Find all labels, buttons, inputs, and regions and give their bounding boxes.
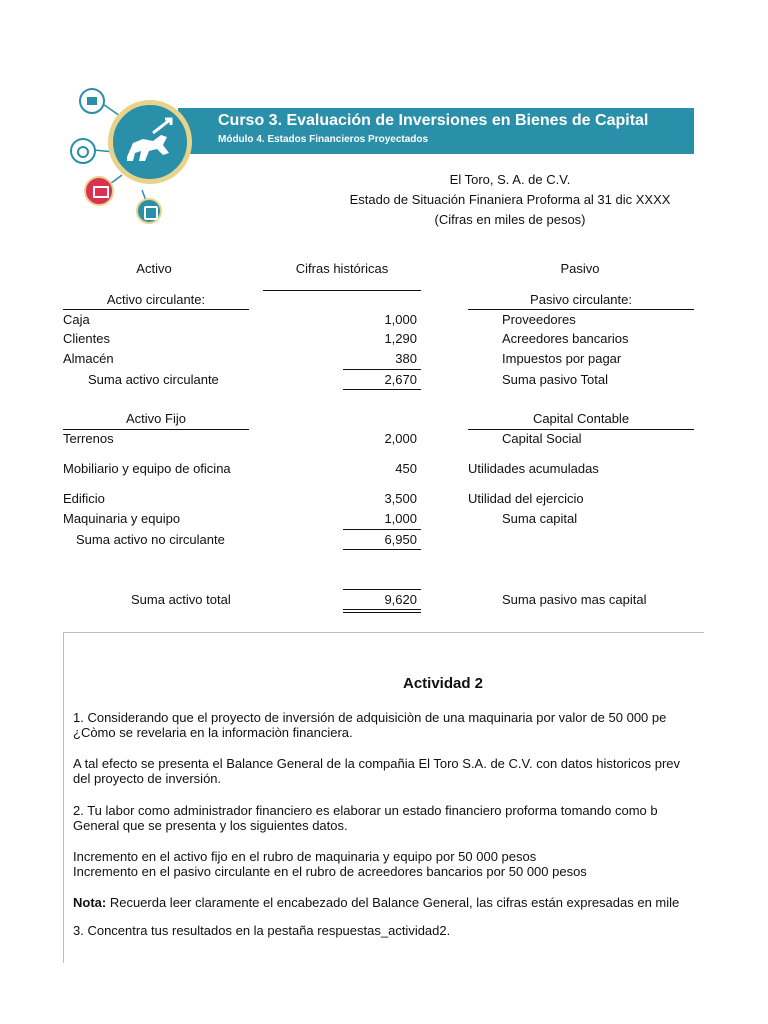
vehicle-icon [136,198,162,224]
subtotal-rule [343,549,421,550]
note-text: Recuerda leer claramente el encabezado del Balance General, las cifras están expresadas en mile [106,895,680,910]
course-title: Curso 3. Evaluación de Inversiones en Bienes de Capital [218,112,649,129]
double-rule-bottom [343,612,421,613]
activo-circulante-heading: Activo circulante: [106,292,206,307]
double-rule-top [343,609,421,610]
activo-circulante-rule [63,309,249,310]
subtotal-rule [343,529,421,530]
sheet-edge [694,690,768,950]
activity-paragraph: Incremento en el activo fijo en el rubro de maquinaria y equipo por 50 000 pesos [73,849,537,864]
module-subtitle: Módulo 4. Estados Financieros Proyectados [218,134,429,145]
row-value: 3,500 [384,491,417,506]
activity-note [73,895,679,910]
suma-activo-no-circulante-label: Suma activo no circulante [76,532,225,547]
activity-paragraph: A tal efecto se presenta el Balance General de la compañia El Toro S.A. de C.V. con datos historicos prev [73,756,681,771]
subtotal-rule [343,389,421,390]
note-label: Nota: [73,895,107,910]
company-name: El Toro, S. A. de C.V. [449,172,571,187]
row-value: 2,000 [384,431,417,446]
monitor-icon [84,176,114,206]
activo-fijo-heading: Activo Fijo [126,411,186,426]
document-icon [79,88,105,114]
row-label: Clientes [63,331,110,346]
suma-capital-label: Suma capital [502,511,578,526]
capital-contable-heading: Capital Contable [532,411,630,426]
suma-pasivo-mas-capital-label: Suma pasivo mas capital [502,592,647,607]
gears-icon [70,138,96,164]
suma-pasivo-total-label: Suma pasivo Total [502,372,608,387]
activity-paragraph: ¿Còmo se revelaria en la informaciòn financiera. [73,725,353,740]
activity-title: Actividad 2 [402,675,484,692]
row-label: Mobiliario y equipo de oficina [63,461,231,476]
row-label: Edificio [63,491,105,506]
activity-paragraph: 3. Concentra tus resultados en la pestaña respuestas_actividad2. [73,923,451,938]
pasivo-row: Proveedores [502,312,576,327]
bull-logo-icon [108,100,192,184]
pasivo-row: Acreedores bancarios [502,331,629,346]
subtotal-rule [343,369,421,370]
row-value: 380 [395,351,417,366]
row-label: Almacén [63,351,114,366]
capital-contable-rule [468,429,694,430]
suma-activo-total-label: Suma activo total [131,592,231,607]
activity-paragraph: 2. Tu labor como administrador financiero es elaborar un estado financiero proforma tomando como b [73,803,658,818]
statement-name: Estado de Situación Finaniera Proforma al 31 dic XXXX [349,192,671,207]
activo-fijo-rule [63,429,249,430]
activity-paragraph: 1. Considerando que el proyecto de inversión de adquisiciòn de una maquinaria por valor de 50 000 pe [73,710,667,725]
row-value: 1,000 [384,511,417,526]
suma-activo-circulante-label: Suma activo circulante [88,372,219,387]
pasivo-circulante-rule [468,309,694,310]
column-pasivo: Pasivo [560,261,600,276]
activity-paragraph: General que se presenta y los siguientes datos. [73,818,348,833]
column-cifras-historicas: Cifras históricas [295,261,389,276]
utilidades-acumuladas-label: Utilidades acumuladas [468,461,599,476]
suma-activo-circulante-value: 2,670 [384,372,417,387]
row-value: 1,290 [384,331,417,346]
row-value: 1,000 [384,312,417,327]
activity-paragraph: del proyecto de inversión. [73,771,222,786]
pasivo-circulante-heading: Pasivo circulante: [530,292,632,307]
row-label: Maquinaria y equipo [63,511,181,526]
statement-units: (Cifras en miles de pesos) [434,212,586,227]
total-rule [343,589,421,590]
activity-paragraph: Incremento en el pasivo circulante en el rubro de acreedores bancarios por 50 000 pesos [73,864,587,879]
column-activo: Activo [136,261,172,276]
row-value: 450 [395,461,417,476]
pasivo-row: Impuestos por pagar [502,351,622,366]
row-label: Terrenos [63,431,114,446]
suma-activo-no-circulante-value: 6,950 [384,532,417,547]
utilidad-ejercicio-label: Utilidad del ejercicio [468,491,584,506]
row-label: Caja [63,312,90,327]
capital-social-label: Capital Social [502,431,582,446]
suma-activo-total-value: 9,620 [384,592,417,607]
header-banner [178,108,694,154]
header-rule [263,290,421,291]
